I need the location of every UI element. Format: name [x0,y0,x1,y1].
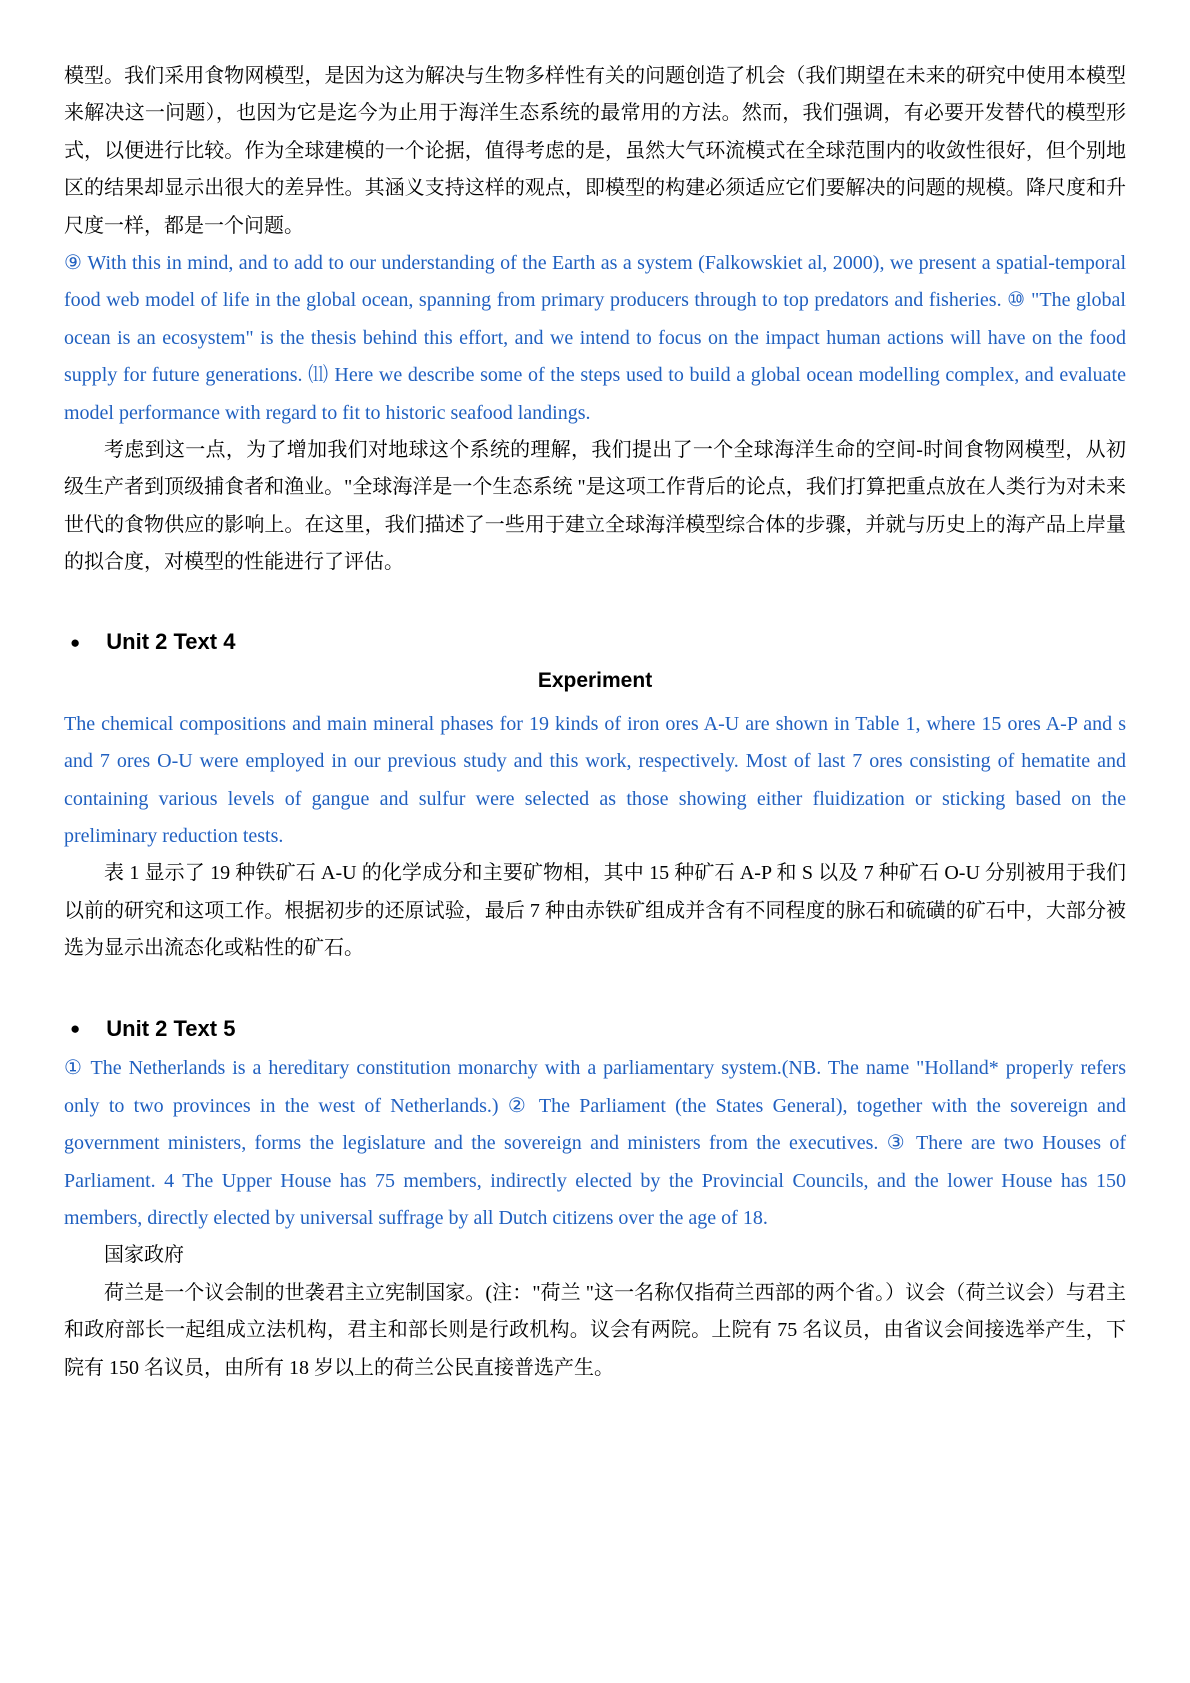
paragraph-en-chemical-compositions: The chemical compositions and main mineral phases for 19 kinds of iron ores A-U are shown in Table 1, where 15 ores A-P and s and 7 ores O-U were employed in our previous study and this work, respectively. Most of last 7 ores consisting of hematite and containing various levels of gangue and sulfur were selected as those showing either fluidization or sticking based on the preliminary reduction tests. [64,712,1126,848]
subheading-experiment: Experiment [537,669,653,693]
paragraph-zh-national-government: 国家政府 [104,1244,184,1267]
paragraph-zh-table1-iron-ores: 表 1 显示了 19 种铁矿石 A-U 的化学成分和主要矿物相，其中 15 种矿石 A-P 和 S 以及 7 种矿石 O-U 分别被用于我们以前的研究和这项工作。根据初步的还原试验，最后 7 种由赤铁矿组成并含有不同程度的脉石和硫磺的矿石中，大部分被选为显示出流态化或粘性的矿石。 [64,862,1126,960]
paragraph-zh-netherlands-translation: 荷兰是一个议会制的世袭君主立宪制国家。(注："荷兰 "这一名称仅指荷兰西部的两个省。）议会（荷兰议会）与君主和政府部长一起组成立法机构，君主和部长则是行政机构。议会有两院。上院有 75 名议员，由省议会间接选举产生，下院有 150 名议员，由所有 18 岁以上的荷兰公民直接普选产生。 [64,1281,1126,1379]
section-heading-label: Unit 2 Text 5 [106,1015,236,1041]
section-heading-unit2-text4 [64,627,1126,658]
paragraph-en-with-this-in-mind: ⑨ With this in mind, and to add to our understanding of the Earth as a system (Falkowskiet al, 2000), we present a spatial-temporal food web model of life in the global ocean, spanning from primary producers through to top predators and fisheries. ⑩ "The global ocean is an ecosystem" is the thesis behind this effort, and we intend to focus on the impact human actions will have on the food supply for future generations. ⑾ Here we describe some of the steps used to build a global ocean modelling complex, and evaluate model performance with regard to fit to historic seafood landings. [64,251,1126,424]
section-heading-unit2-text5 [64,1014,1126,1045]
section-heading-label: Unit 2 Text 4 [106,629,236,655]
paragraph-en-netherlands: ① The Netherlands is a hereditary constitution monarchy with a parliamentary system.(NB. The name "Holland* properly refers only to two provinces in the west of Netherlands.) ② The Parliament (the States General), together with the sovereign and government ministers, forms the legislature and the sovereign and ministers from the executives. ③ There are two Houses of Parliament. 4 The Upper House has 75 members, indirectly elected by the Provincial Councils, and the lower House has 150 members, directly elected by universal suffrage by all Dutch citizens over the age of 18. [64,1057,1126,1229]
bullet-icon: ● [70,632,81,652]
bullet-icon: ● [70,1019,81,1039]
paragraph-zh-model-foodweb: 模型。我们采用食物网模型，是因为这为解决与生物多样性有关的问题创造了机会（我们期望在未来的研究中使用本模型来解决这一问题），也因为它是迄今为止用于海洋生态系统的最常用的方法。然而，我们强调，有必要开发替代的模型形式，以便进行比较。作为全球建模的一个论据，值得考虑的是，虽然大气环流模式在全球范围内的收敛性很好，但个别地区的结果却显示出很大的差异性。其涵义支持这样的观点，即模型的构建必须适应它们要解决的问题的规模。降尺度和升尺度一样，都是一个问题。 [64,65,1126,237]
paragraph-zh-considering-this: 考虑到这一点，为了增加我们对地球这个系统的理解，我们提出了一个全球海洋生命的空间-时间食物网模型，从初级生产者到顶级捕食者和渔业。"全球海洋是一个生态系统 "是这项工作背后的论点，我们打算把重点放在人类行为对未来世代的食物供应的影响上。在这里，我们描述了一些用于建立全球海洋模型综合体的步骤，并就与历史上的海产品上岸量的拟合度，对模型的性能进行了评估。 [64,438,1126,574]
